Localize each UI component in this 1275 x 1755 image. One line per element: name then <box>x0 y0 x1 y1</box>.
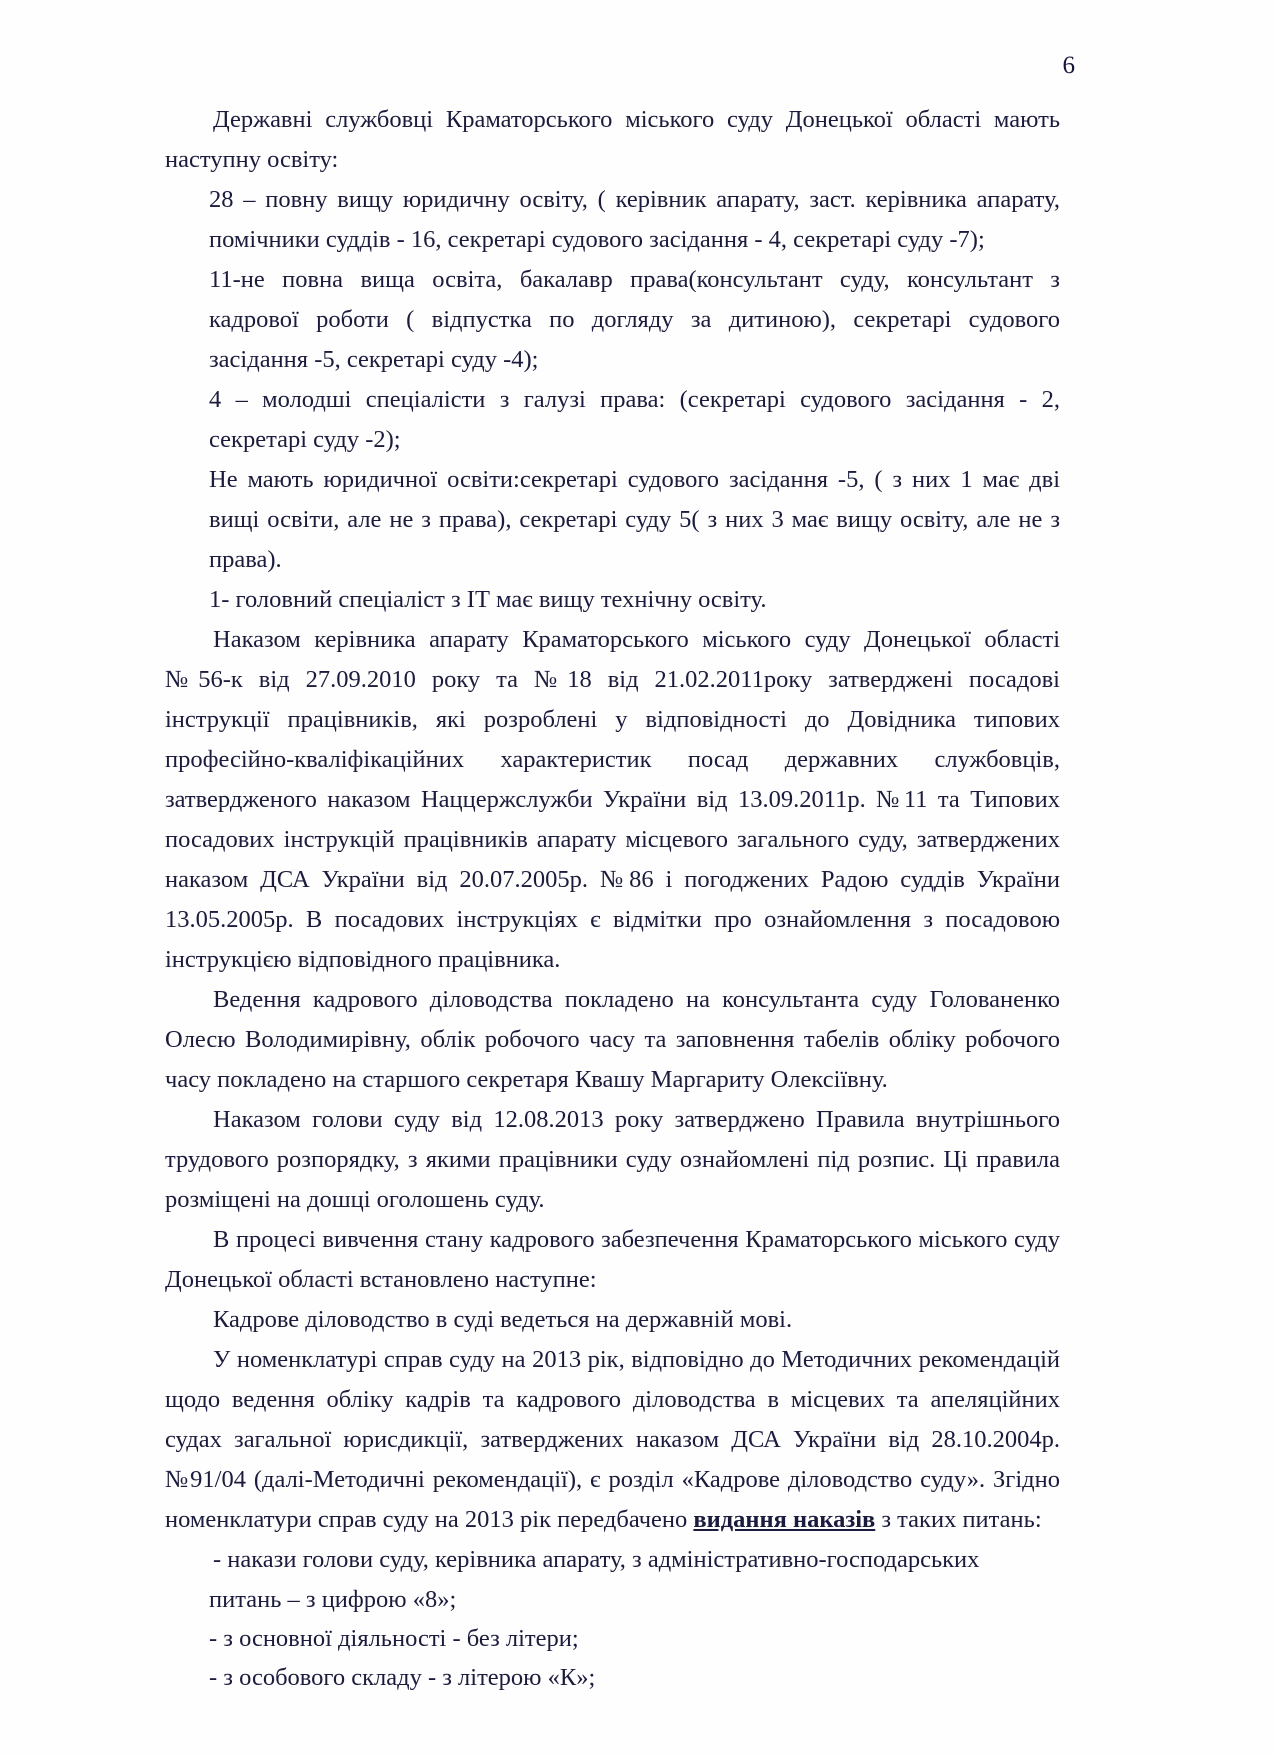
page-number: 6 <box>1062 52 1075 79</box>
education-item-no-law-degree: Не мають юридичної освіти:секретарі судового засідання -5, ( з них 1 має дві вищі освіти, але не з права), секретарі суду 5( з них 3 має вищу освіту, але не з права). <box>209 466 1060 573</box>
nomenclature-emphasis: видання наказів <box>693 1506 876 1533</box>
paragraph-study-results: В процесі вивчення стану кадрового забезпечення Краматорського міського суду Донецької області встановлено наступне: <box>165 1226 1060 1293</box>
list-item-personnel-k: - з особового складу - з літерою «К»; <box>209 1664 596 1691</box>
education-list <box>209 180 1060 620</box>
education-item-junior-specialist: 4 – молодші спеціалісти з галузі права: (секретарі судового засідання - 2, секретарі суду -2); <box>209 386 1060 453</box>
nomenclature-text-tail: з таких питань: <box>875 1506 1042 1533</box>
paragraph-orders-admin: - накази голови суду, керівника апарату, з адміністративно-господарських <box>213 1546 980 1573</box>
nomenclature-text-lead: У номенклатурі справ суду на 2013 рік, відповідно до Методичних рекомендацій щодо ведення обліку кадрів та кадрового діловодства в місцевих та апеляційних судах загальної юрисдикції, затверджених наказом ДСА України від 28.10.2004р. №91/04 (далі-Методичні рекомендації), є розділ «Кадрове діловодство суду». Згідно номенклатури справ суду на 2013 рік передбачено <box>165 1346 1060 1533</box>
education-item-bachelor: 11-не повна вища освіта, бакалавр права(консультант суду, консультант з кадрової роботи ( відпустка по догляду за дитиною), секретарі судового засідання -5, секретарі суду -4); <box>209 266 1060 373</box>
paragraph-nomenclature <box>165 1340 1060 1540</box>
education-item-it-specialist: 1- головний спеціаліст з ІТ має вищу технічну освіту. <box>209 586 767 613</box>
paragraph-internal-rules: Наказом голови суду від 12.08.2013 року затверджено Правила внутрішнього трудового розпорядку, з якими працівники суду ознайомлені під розпис. Ці правила розміщені на дошці оголошень суду. <box>165 1106 1060 1213</box>
paragraph-personnel-records: Ведення кадрового діловодства покладено на консультанта суду Голованенко Олесю Володимирівну, облік робочого часу та заповнення табелів обліку робочого часу покладено на старшого секретаря Квашу Маргариту Олексіївну. <box>165 986 1060 1093</box>
document-body <box>165 100 1060 1697</box>
paragraph-job-instructions: Наказом керівника апарату Краматорського міського суду Донецької області №56-к від 27.09.2010 року та №18 від 21.02.2011року затверджені посадові інструкції працівників, які розроблені у відповідності до Довідника типових професійно-кваліфікаційних характеристик посад державних службовців, затвердженого наказом Наццержслужби України від 13.09.2011р. №11 та Типових посадових інструкцій працівників апарату місцевого загального суду, затверджених наказом ДСА України від 20.07.2005р. №86 і погоджених Радою суддів України 13.05.2005р. В посадових інструкціях є відмітки про ознайомлення з посадовою інструкцією відповідного працівника. <box>165 626 1060 973</box>
list-item-main-activity: - з основної діяльності - без літери; <box>209 1625 579 1652</box>
list-item-digit-8: питань – з цифрою «8»; <box>209 1586 457 1613</box>
paragraph-intro: Державні службовці Краматорського міського суду Донецької області мають наступну освіту: <box>165 106 1060 173</box>
paragraph-state-language: Кадрове діловодство в суді ведеться на державній мові. <box>213 1306 793 1333</box>
education-item-full-higher: 28 – повну вищу юридичну освіту, ( керівник апарату, заст. керівника апарату, помічники суддів - 16, секретарі судового засідання - 4, секретарі суду -7); <box>209 186 1060 253</box>
